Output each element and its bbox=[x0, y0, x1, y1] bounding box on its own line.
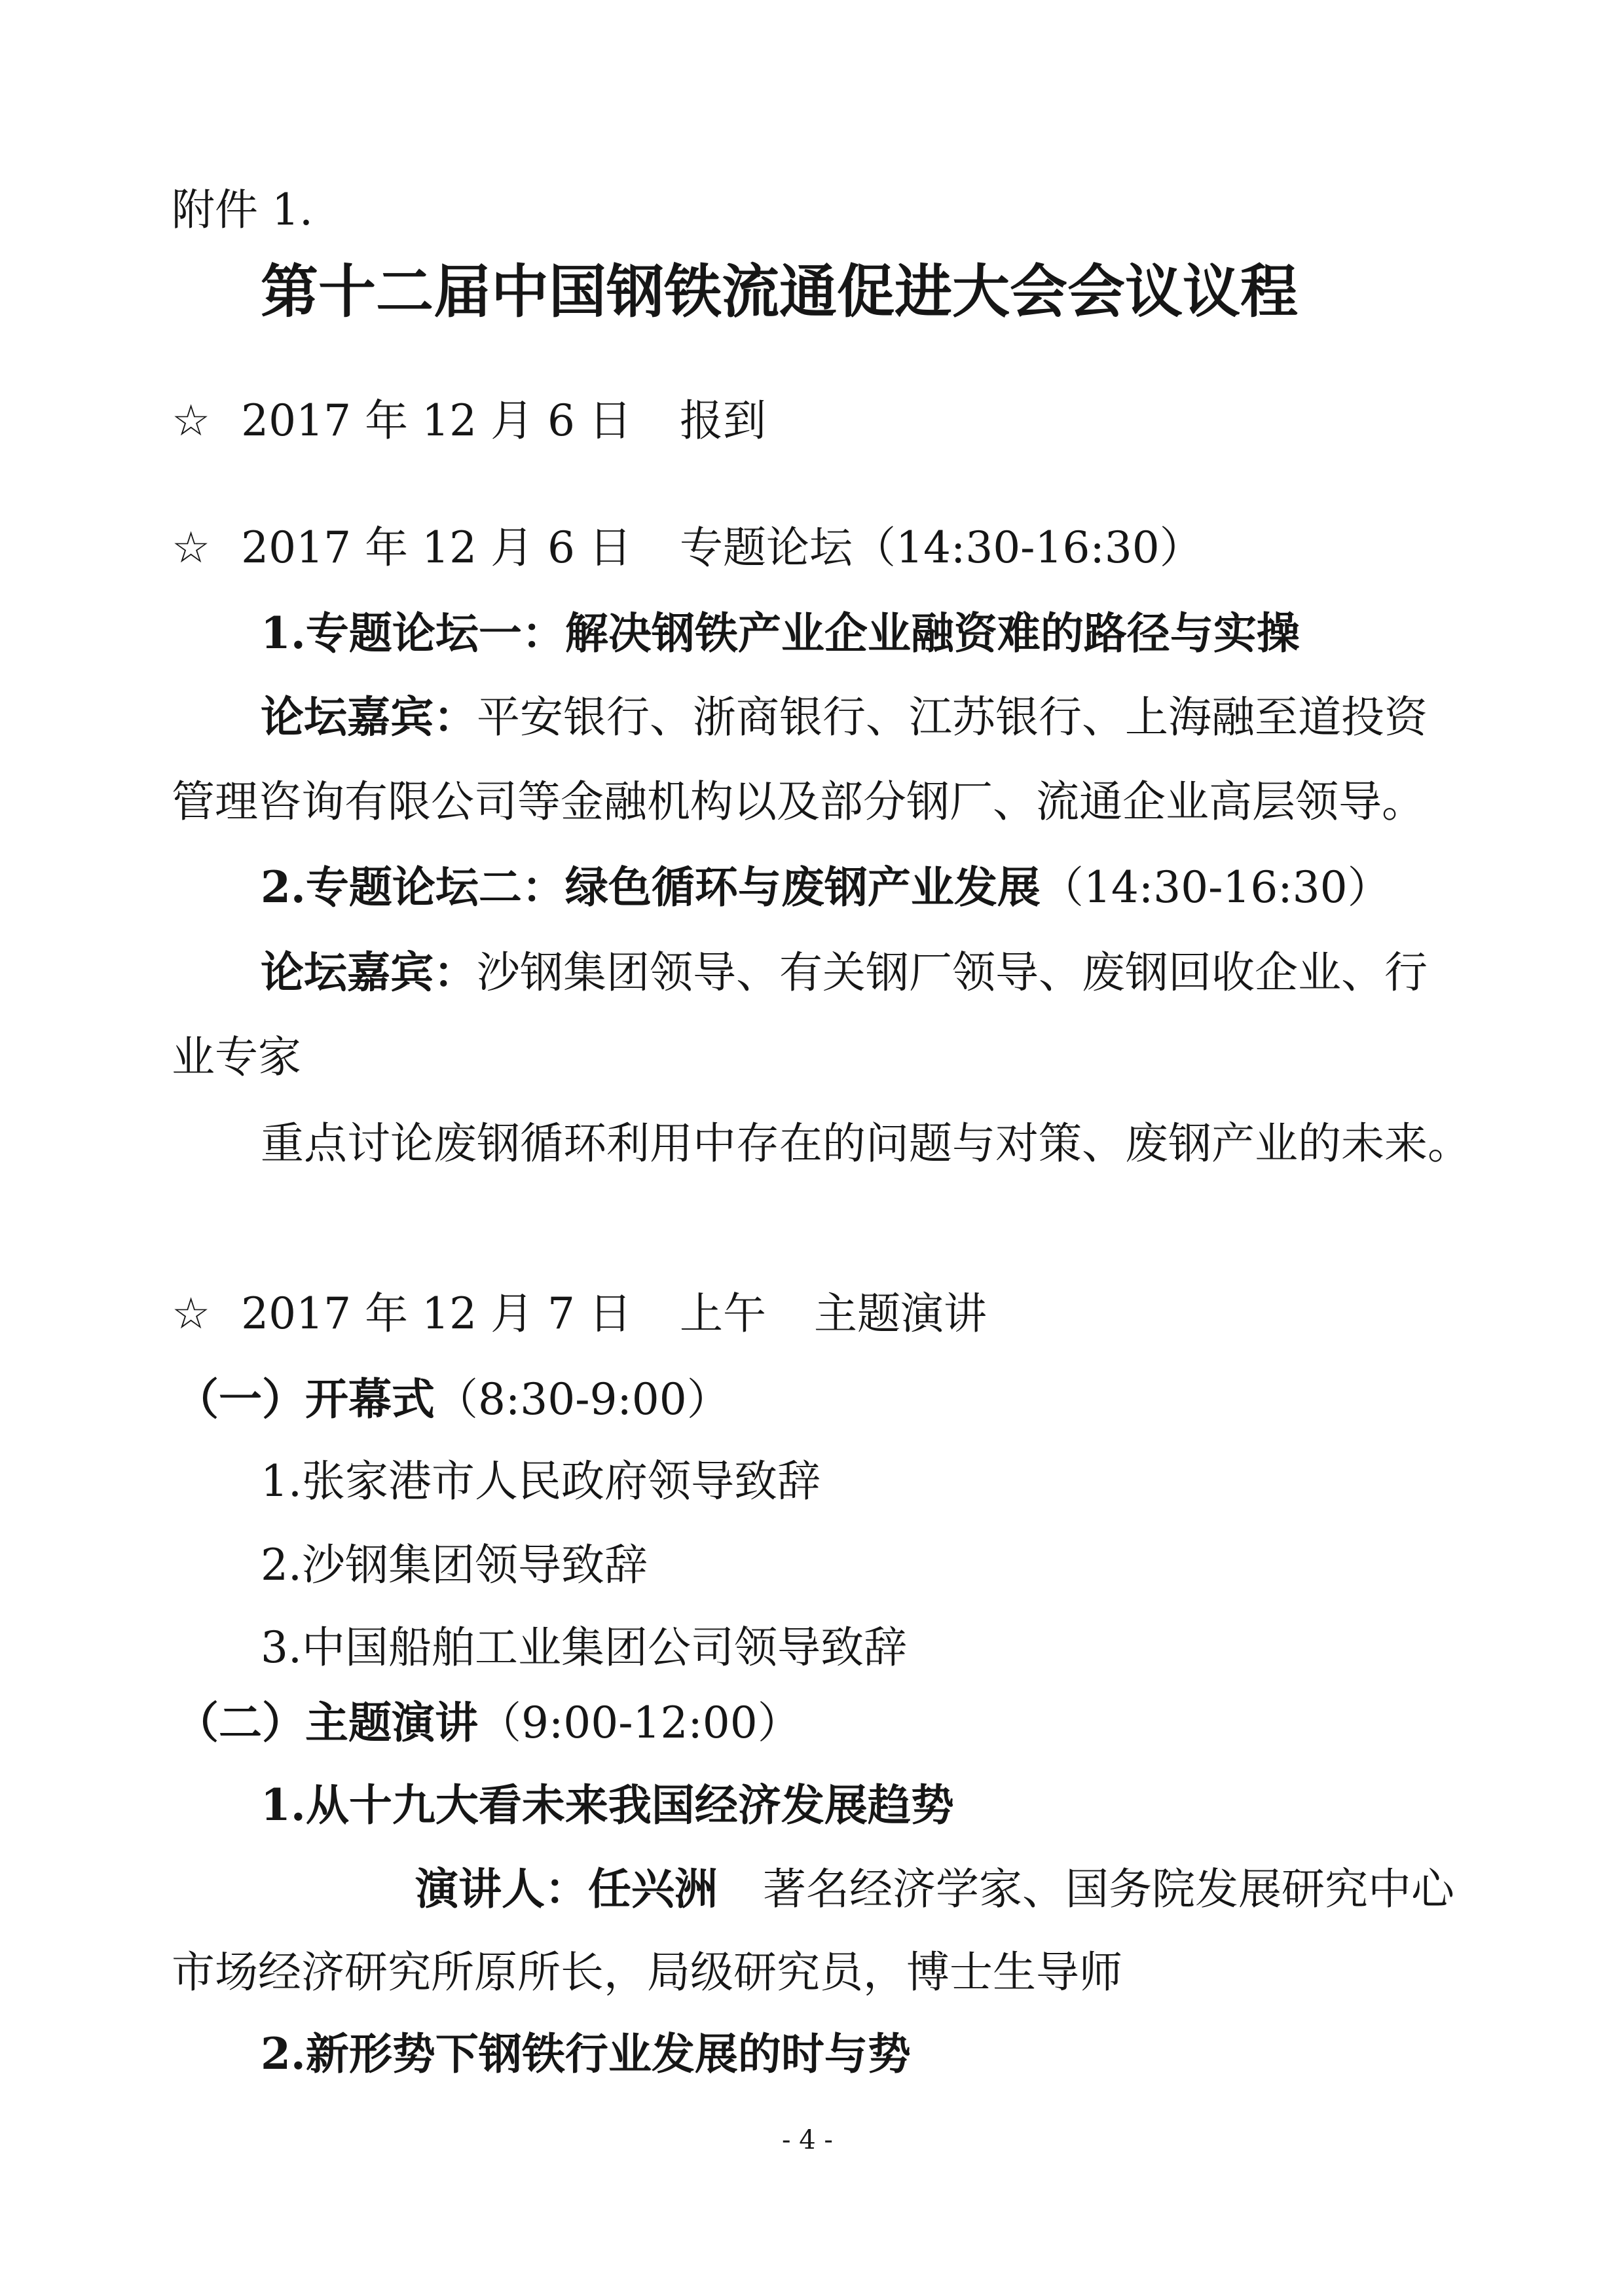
forum2-time: （14:30-16:30） bbox=[1040, 862, 1391, 913]
speaker-desc-cont: 市场经济研究所原所长，局级研究员，博士生导师 bbox=[172, 1947, 1122, 1997]
keynote-talk2: 2.新形势下钢铁行业发展的时与势 bbox=[261, 2028, 911, 2079]
star-icon: ☆ bbox=[172, 522, 211, 573]
keynote-time: （9:00-12:00） bbox=[478, 1698, 801, 1748]
opening-time: （8:30-9:00） bbox=[435, 1374, 730, 1425]
guests-text: 平安银行、浙商银行、江苏银行、上海融至道投资 bbox=[477, 692, 1428, 742]
schedule-day2-keynote bbox=[172, 1285, 987, 1343]
schedule-event: 专题论坛（14:30-16:30） bbox=[679, 522, 1203, 573]
attachment-label: 附件 1. bbox=[172, 185, 313, 235]
schedule-date: 2017 年 12 月 6 日 bbox=[241, 522, 632, 573]
schedule-day1-forums bbox=[172, 519, 1203, 577]
opening-item: 2.沙钢集团领导致辞 bbox=[261, 1540, 648, 1590]
page-number: - 4 - bbox=[782, 2125, 833, 2155]
star-icon: ☆ bbox=[172, 1288, 211, 1339]
keynote-speaker bbox=[415, 1859, 1454, 1919]
guests-label: 论坛嘉宾： bbox=[261, 691, 477, 742]
forum1-guests bbox=[261, 687, 1428, 747]
forum1-heading: 1.专题论坛一：解决钢铁产业企业融资难的路径与实操 bbox=[261, 608, 1300, 659]
schedule-day1-registration bbox=[172, 392, 766, 450]
opening-heading bbox=[175, 1370, 730, 1429]
keynote-title: （二）主题演讲 bbox=[175, 1697, 478, 1748]
star-icon: ☆ bbox=[172, 395, 211, 446]
forum2-guests bbox=[261, 943, 1428, 1002]
opening-title: （一）开幕式 bbox=[175, 1374, 435, 1425]
schedule-event: 报到 bbox=[679, 395, 766, 446]
page-title: 第十二届中国钢铁流通促进大会会议议程 bbox=[261, 257, 1299, 325]
forum2-guests-cont: 业专家 bbox=[172, 1032, 301, 1082]
opening-item: 1.张家港市人民政府领导致辞 bbox=[261, 1456, 821, 1506]
forum2-heading bbox=[261, 858, 1391, 917]
schedule-date: 2017 年 12 月 6 日 bbox=[241, 395, 632, 446]
schedule-date: 2017 年 12 月 7 日 bbox=[241, 1288, 632, 1339]
speaker-desc: 著名经济学家、国务院发展研究中心 bbox=[762, 1864, 1454, 1914]
speaker-label: 演讲人：任兴洲 bbox=[415, 1863, 718, 1914]
forum2-title: 2.专题论坛二：绿色循环与废钢产业发展 bbox=[261, 862, 1041, 913]
opening-item: 3.中国船舶工业集团公司领导致辞 bbox=[261, 1622, 907, 1673]
schedule-period: 上午 bbox=[679, 1288, 766, 1339]
forum1-guests-cont: 管理咨询有限公司等金融机构以及部分钢厂、流通企业高层领导。 bbox=[172, 776, 1425, 827]
schedule-event: 主题演讲 bbox=[813, 1288, 987, 1339]
keynote-heading bbox=[175, 1693, 801, 1753]
forum2-focus: 重点讨论废钢循环利用中存在的问题与对策、废钢产业的未来。 bbox=[261, 1118, 1471, 1169]
keynote-talk1: 1.从十九大看未来我国经济发展趋势 bbox=[261, 1779, 954, 1831]
guests-label: 论坛嘉宾： bbox=[261, 947, 477, 998]
guests-text: 沙钢集团领导、有关钢厂领导、废钢回收企业、行 bbox=[477, 947, 1428, 998]
